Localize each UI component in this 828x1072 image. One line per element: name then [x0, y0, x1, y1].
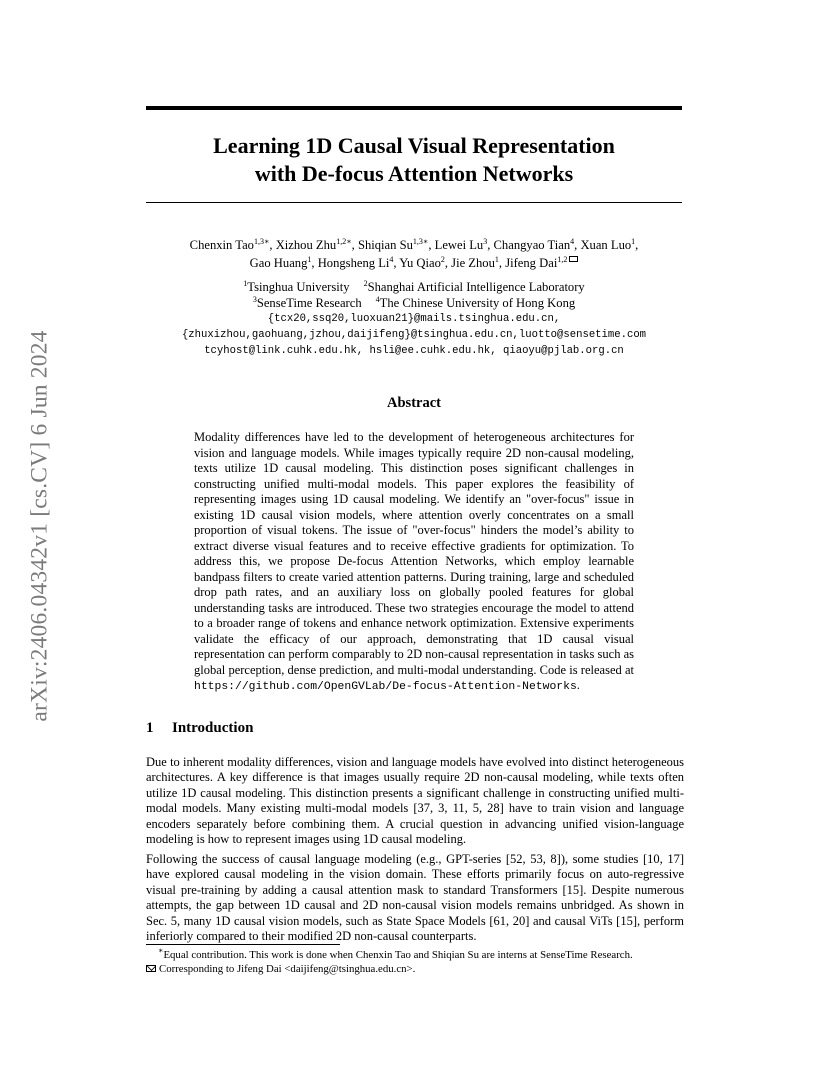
abstract-text: Modality differences have led to the development of heterogeneous architectures for vision and language models. While images typically require 2D non-causal modeling, texts utilize 1D causal modeling. This distinction poses significant challenges in constructing unified multi-modal models. This paper explores the feasibility of representing images using 1D causal modeling. We identify an "over-focus" issue in existing 1D causal vision models, where attention overly concentrates on a small proportion of visual tokens. The issue of "over-focus" hinders the model’s ability to extract diverse visual features and to receive effective gradients for optimization. To address this, we propose De-focus Attention Networks, which employ learnable bandpass filters to create varied attention patterns. During training, large and scheduled drop path rates, and an auxiliary loss on globally pooled features for global understanding tasks are introduced. These two strategies encourage the model to attend to a broader range of tokens and enhance network optimization. Extensive experiments validate the efficacy of our approach, demonstrating that 1D causal visual representation can perform comparably to 2D non-causal representation in tasks such as global perception, dense prediction, and multi-modal understanding. Code is released at: [194, 430, 634, 677]
author-name: Hongsheng Li: [317, 256, 390, 270]
author-name: Shiqian Su: [357, 238, 413, 252]
affiliation-name: The Chinese University of Hong Kong: [379, 296, 576, 310]
author-affil-sup: 1: [494, 255, 499, 264]
author-name: Chenxin Tao: [189, 238, 254, 252]
arxiv-identifier: arXiv:2406.04342v1 [cs.CV] 6 Jun 2024: [26, 330, 53, 722]
author-name: Yu Qiao: [399, 256, 441, 270]
author-list: [146, 236, 682, 272]
email-line: {tcx20,ssq20,luoxuan21}@mails.tsinghua.edu.cn,: [267, 313, 561, 325]
envelope-icon: [146, 965, 156, 972]
title-line-2: with De-focus Attention Networks: [254, 161, 574, 186]
footnote-mark: ∗: [158, 946, 164, 955]
author-affil-sup: 1,2: [557, 255, 568, 264]
paper-title: [146, 132, 682, 188]
author-affil-sup: 4: [389, 255, 394, 264]
author-affil-sup: 4: [570, 237, 575, 246]
author-name: Lewei Lu: [434, 238, 484, 252]
code-link[interactable]: https://github.com/OpenGVLab/De-focus-Attention-Networks: [194, 681, 577, 693]
footnote-rule: [146, 944, 340, 945]
author-affil-sup: 1: [307, 255, 312, 264]
section-number: 1: [146, 720, 154, 736]
intro-paragraph-1: Due to inherent modality differences, vision and language models have evolved into distinct heterogeneous architectures. A key difference is that images usually require 2D non-causal modeling, while texts often utilize 1D causal modeling. This distinction presents a significant challenge in constructing unified multi-modal models. Many existing multi-modal models [37, 3, 11, 5, 28] have to train vision and language encoders separately before combining them. A crucial question in advancing unified vision-language modeling is how to represent images using 1D causal modeling.: [146, 755, 684, 847]
email-line: tcyhost@link.cuhk.edu.hk, hsli@ee.cuhk.edu.hk, qiaoyu@pjlab.org.cn: [204, 345, 624, 357]
author-line-2: Gao Huang$^1$, Hongsheng Li$^4$, Yu Qiao$^2$, Jie Zhou$^1$, Jifeng Dai$^{1,2}$: [146, 254, 682, 272]
author-affil-sup: 1,3∗: [253, 237, 270, 246]
affiliation-name: SenseTime Research: [256, 296, 362, 310]
email-line: {zhuxizhou,gaohuang,jzhou,daijifeng}@tsinghua.edu.cn,luotto@sensetime.com: [181, 329, 647, 341]
affiliations: [146, 279, 682, 311]
title-top-rule: [146, 106, 682, 110]
author-name: Xizhou Zhu: [275, 238, 337, 252]
author-name: Jie Zhou: [451, 256, 495, 270]
footnote-corresponding: Corresponding to Jifeng Dai <daijifeng@tsinghua.edu.cn>.: [146, 962, 684, 976]
author-affil-sup: 2: [440, 255, 445, 264]
affiliation-line-1: $^1$Tsinghua University $^2$Shanghai Artificial Intelligence Laboratory: [243, 279, 585, 294]
author-affil-sup: 3: [483, 237, 488, 246]
author-name: Changyao Tian: [493, 238, 571, 252]
section-title: Introduction: [172, 720, 254, 736]
intro-paragraph-2: Following the success of causal language modeling (e.g., GPT-series [52, 53, 8]), some studies [10, 17] have explored causal modeling in the vision domain. These efforts primarily focus on auto-regressive visual pre-training by adding a causal attention mask to standard Transformers [15]. Despite numerous attempts, the gap between 1D causal and 2D non-causal vision models remains unbridged. As shown in Sec. 5, many 1D causal vision models, such as State Space Models [61, 20] and causal ViTs [15], perform inferiorly compared to their modified 2D non-causal counterparts.: [146, 852, 684, 944]
abstract-body: Modality differences have led to the development of heterogeneous architectures for vision and language models. While images typically require 2D non-causal modeling, texts utilize 1D causal modeling. This distinction poses significant challenges in constructing unified multi-modal models. This paper explores the feasibility of representing images using 1D causal modeling. We identify an "over-focus" issue in existing 1D causal vision models, where attention overly concentrates on a small proportion of visual tokens. The issue of "over-focus" hinders the model’s ability to extract diverse visual features and to receive effective gradients for optimization. To address this, we propose De-focus Attention Networks, which employ learnable bandpass filters to create varied attention patterns. During training, large and scheduled drop path rates, and an auxiliary loss on globally pooled features for global understanding tasks are introduced. These two strategies encourage the model to attend to a broader range of tokens and enhance network optimization. Extensive experiments validate the efficacy of our approach, demonstrating that 1D causal visual representation can perform comparably to 2D non-causal representation in tasks such as global perception, dense prediction, and multi-modal understanding. Code is released at https://github.com/OpenGVLab/De-focus-Attention-Networks.: [194, 430, 634, 693]
arxiv-sidebar: [22, 296, 58, 756]
author-line-1: Chenxin Tao$^{1,3∗}$, Xizhou Zhu$^{1,2∗}$, Shiqian $Su^{1,3∗}$, Lewei Lu$^3$, Changyao Tian$^4$, Xuan Luo$^1$,: [189, 237, 639, 252]
footnote-equal-contribution: ∗Equal contribution. This work is done when Chenxin Tao and Shiqian Su are interns at SenseTime Research.: [158, 946, 633, 961]
title-line-1: Learning 1D Causal Visual Representation: [213, 133, 615, 158]
envelope-icon: [569, 256, 578, 262]
author-affil-sup: 1: [631, 237, 636, 246]
author-name: Xuan Luo: [580, 238, 632, 252]
email-list: [146, 311, 682, 359]
abstract-heading: Abstract: [387, 395, 441, 411]
footnotes: [146, 948, 684, 976]
title-bottom-rule: [146, 202, 682, 203]
author-affil-sup: 1,2∗: [336, 237, 352, 246]
affiliation-name: Shanghai Artificial Intelligence Laboratory: [367, 280, 585, 294]
author-name: Jifeng Dai: [505, 256, 558, 270]
section-heading: [146, 720, 253, 737]
author-affil-sup: 1,3∗: [412, 237, 429, 246]
affiliation-line-2: $^3$SenseTime Research $^4$The Chinese University of Hong Kong: [252, 295, 576, 310]
author-name: Gao Huang: [249, 256, 308, 270]
affiliation-name: Tsinghua University: [247, 280, 350, 294]
